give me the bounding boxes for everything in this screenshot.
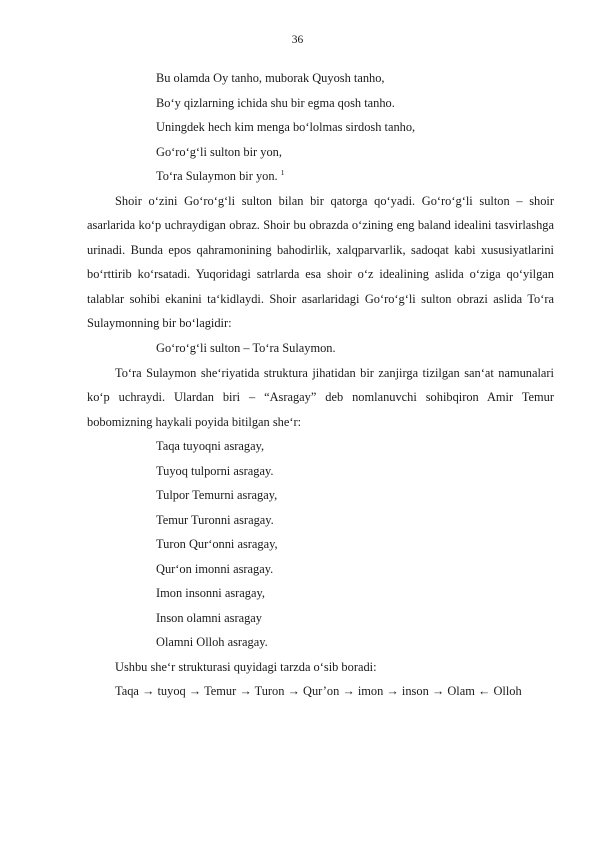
footnote-marker[interactable]: 1 xyxy=(280,168,285,177)
poem-line: Imon insonni asragay, xyxy=(156,586,265,601)
poem-line: Qurʻon imonni asragay. xyxy=(156,561,274,576)
poem-line: Goʻroʻgʻli sulton bir yon, xyxy=(156,144,282,159)
quoted-verse: Goʻroʻgʻli sulton – Toʻra Sulaymon. xyxy=(156,341,336,356)
page-number: 36 xyxy=(291,34,304,46)
paragraph: Shoir oʻzini Goʻroʻgʻli sulton bilan bir qatorga qoʻyadi. Goʻroʻgʻli sulton – shoir asarlarida koʻp uchraydigan obraz. Shoir bu obrazda oʻzining eng baland idealini tasvirlashga urinadi. Bunda epos qahramonining bahodirlik, xalqparvarlik, sadoqat kabi xususiyatlarini boʻrttirib koʻrsatadi. Yuqoridagi satrlarda esa shoir oʻz idealining aslida oʻziga qoʻyilgan talablar sohibi ekanini taʻkidlaydi. Shoir asarlaridagi Goʻroʻgʻli sulton obrazi aslida Toʻra Sulaymonning bir boʻlagidir: xyxy=(87,193,554,331)
poem-line: Inson olamni asragay xyxy=(156,610,262,625)
paragraph: Ushbu sheʻr strukturasi quyidagi tarzda oʻsib boradi: xyxy=(115,659,377,674)
poem-line: Temur Turonni asragay. xyxy=(156,512,274,527)
poem-line: Uningdek hech kim menga boʻlolmas sirdosh tanho, xyxy=(156,120,416,134)
poem-line: Turon Qurʻonni asragay, xyxy=(156,537,278,552)
structure-chain: Taqa → tuyoq → Temur → Turon → Qur’on → imon → inson → Olam ← Olloh xyxy=(115,684,522,699)
poem-line: Boʻy qizlarning ichida shu bir egma qosh tanho. xyxy=(156,95,395,110)
poem-line: Taqa tuyoqni asragay, xyxy=(156,439,265,454)
poem-line: Tuyoq tulporni asragay. xyxy=(156,463,274,478)
poem-line-text: Toʻra Sulaymon bir yon. xyxy=(156,169,278,183)
poem-line-with-footnote xyxy=(87,164,554,189)
page-body xyxy=(87,66,554,704)
poem-line: Olamni Olloh asragay. xyxy=(156,635,268,650)
paragraph: Toʻra Sulaymon sheʻriyatida struktura jihatidan bir zanjirga tizilgan sanʻat namunalari koʻp uchraydi. Ulardan biri – “Asragay” deb nomlanuvchi sohibqiron Amir Temur bobomizning haykali poyida bitilgan sheʻr: xyxy=(87,365,554,429)
poem-line: Bu olamda Oy tanho, muborak Quyosh tanho, xyxy=(156,71,385,85)
poem-line: Tulpor Temurni asragay, xyxy=(156,488,278,503)
